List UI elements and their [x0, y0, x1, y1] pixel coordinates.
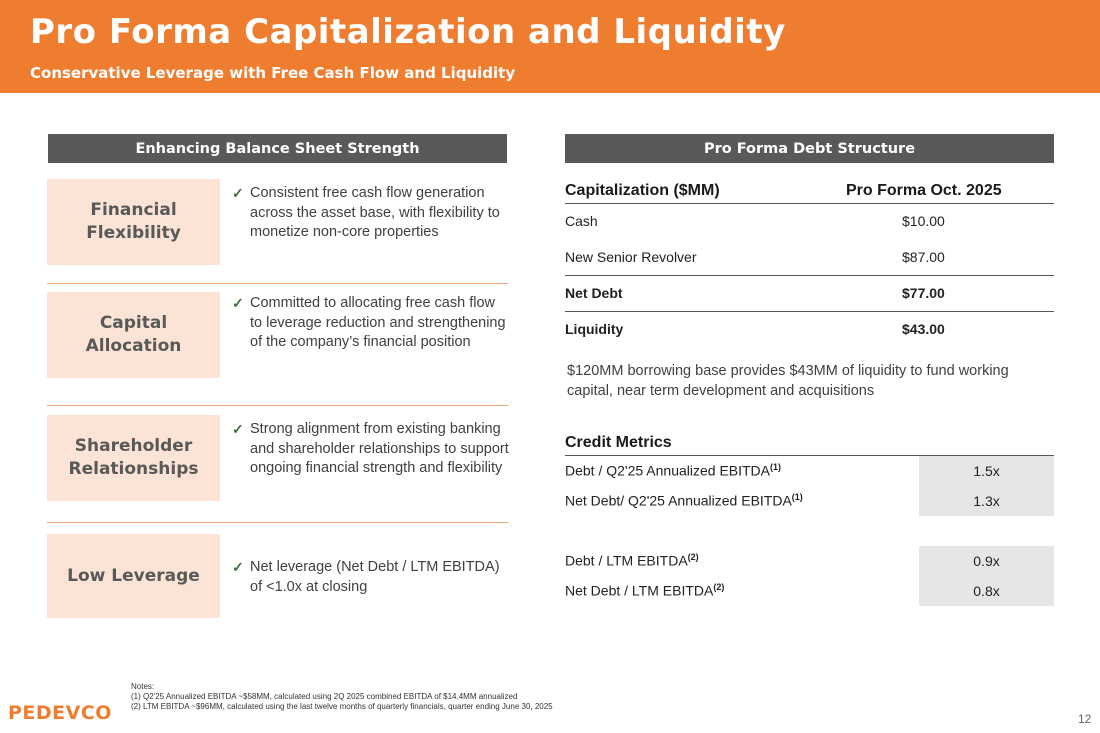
footnotes: Notes: (1) Q2'25 Annualized EBITDA ~$58MM, calculated using 2Q 2025 combined EBITDA of $14.4MM annualized (2) LTM EBITDA ~$96MM, calculated using the last twelve months of quarterly financials, quarter ending June 30, 2025 — [131, 682, 553, 711]
pillar-description: ✓ Committed to allocating free cash flow to leverage reduction and strengthening of the company’s financial position — [232, 295, 506, 350]
check-icon: ✓ — [232, 295, 244, 311]
pillar-shareholder-relationships: Shareholder Relationships — [47, 415, 220, 501]
left-section-title: Enhancing Balance Sheet Strength — [48, 134, 507, 163]
right-section-title: Pro Forma Debt Structure — [565, 134, 1054, 163]
divider — [47, 522, 508, 523]
table-row: Debt / LTM EBITDA$^{(2)}$ 0.9x — [565, 546, 1054, 576]
table-row: Liquidity $43.00 — [565, 311, 1054, 348]
capitalization-col2: Pro Forma Oct. 2025 — [846, 182, 1002, 199]
divider — [47, 405, 508, 406]
header-banner — [0, 0, 1100, 93]
pillar-financial-flexibility: Financial Flexibility — [47, 179, 220, 265]
table-row: New Senior Revolver $87.00 — [565, 249, 945, 265]
page-title: Pro Forma Capitalization and Liquidity — [30, 12, 786, 52]
page-subtitle: Conservative Leverage with Free Cash Flow and Liquidity — [30, 64, 516, 82]
pillar-capital-allocation: Capital Allocation — [47, 292, 220, 378]
capitalization-table-header — [565, 182, 1054, 204]
table-row: Cash $10.00 — [565, 213, 945, 229]
pillar-description: ✓ Strong alignment from existing banking and shareholder relationships to support ongoing financial strength and flexibility — [232, 421, 509, 476]
table-row: Net Debt/ Q2'25 Annualized EBITDA$^{(1)}$ 1.3x — [565, 486, 1054, 516]
divider — [47, 283, 508, 284]
check-icon: ✓ — [232, 559, 244, 575]
check-icon: ✓ — [232, 185, 244, 201]
credit-metrics-title: Credit Metrics — [565, 434, 1054, 456]
capitalization-col1: Capitalization ($MM) — [565, 182, 720, 199]
pillar-description: ✓ Consistent free cash flow generation across the asset base, with flexibility to monetize non-core properties — [232, 185, 500, 240]
table-row: Debt / Q2'25 Annualized EBITDA$^{(1)}$ 1.5x — [565, 456, 1054, 486]
table-row: Net Debt $77.00 — [565, 275, 1054, 312]
pillar-low-leverage: Low Leverage — [47, 534, 220, 618]
page-number: 12 — [1078, 712, 1092, 726]
liquidity-note: $120MM borrowing base provides $43MM of liquidity to fund working capital, near term development and acquisitions — [567, 363, 1009, 399]
check-icon: ✓ — [232, 421, 244, 437]
company-logo: PEDEVCO — [8, 702, 112, 724]
pillar-description: ✓ Net leverage (Net Debt / LTM EBITDA) of <1.0x at closing — [232, 559, 500, 595]
table-row: Net Debt / LTM EBITDA$^{(2)}$ 0.8x — [565, 576, 1054, 606]
